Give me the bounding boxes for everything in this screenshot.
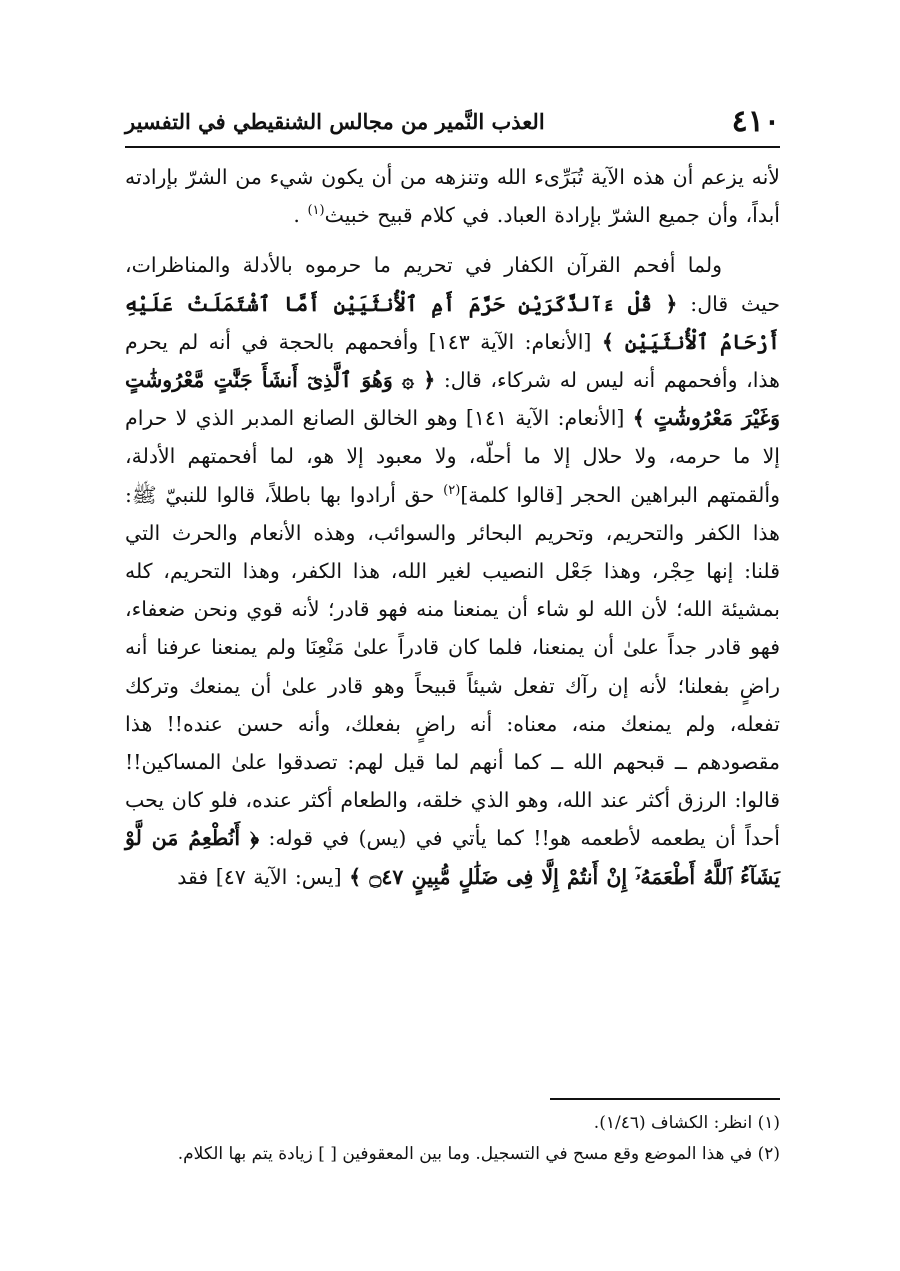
quran-verse-2: ﴿ ۞ وَهُوَ ٱلَّذِىٓ أَنشَأَ جَنَّٰتٍ مَّعْرُوشَٰتٍ وَغَيْرَ مَعْرُوشَٰتٍ ﴾ xyxy=(125,368,781,431)
footnote-2: (٢) في هذا الموضع وقع مسح في التسجيل. وما بين المعقوفين [ ] زيادة يتم بها الكلام. xyxy=(177,1144,780,1164)
paragraph-1 xyxy=(125,158,780,234)
paragraph-2-text-4: حق أرادوا بها باطلاً، قالوا للنبيّ ﷺ: هذا الكفر والتحريم، وتحريم البحائر والسوائب، وهذه الأنعام والحرث التي قلنا: إنها حِجْر، وهذا جَعْل النصيب لغير الله، هذا الكفر، وهذا التحريم، كله بمشيئة الله؛ لأن الله لو شاء أن يمنعنا منه فهو قادر؛ لأنه قوي ونحن ضعفاء، فهو قادر جداً علىٰ أن يمنعنا، فلما كان قادراً علىٰ مَنْعِنَا ولم يمنعنا عرفنا أنه راضٍ بفعلنا؛ لأنه إن رآك تفعل شيئاً قبيحاً وهو قادر علىٰ أن يمنعك وتركك تفعله، ولم يمنعك منه، معناه: أنه راضٍ بفعلك، وأنه حسن عنده!! هذا مقصودهم ــ قبحهم الله ــ كما أنهم لما قيل لهم: تصدقوا علىٰ المساكين!! قالوا: الرزق أكثر عند الله، وهو الذي خلقه، والطعام أكثر عنده، فلو كان يحب أحداً أن يطعمه لأطعمه هو!! كما يأتي في (يس) في قوله: xyxy=(125,482,780,851)
paragraph-2 xyxy=(125,246,780,895)
footnote-divider xyxy=(550,1098,780,1100)
footnote-ref-1: (١) xyxy=(307,203,325,219)
paragraph-2-text-2: [الأنعام: الآية ١٤٣] وأفحمهم بالحجة في أنه لم يحرم هذا، وأفحمهم أنه ليس له شركاء، قال: xyxy=(125,329,780,393)
quran-verse-1: ﴿ قُلْ ءَآلذَّكَرَيْنِ حَرَّمَ أَمِ ٱلْأُنثَيَيْنِ أَمَّا ٱشْتَمَلَتْ عَلَيْهِ أَرْحَامُ ٱلْأُنثَيَيْنِ ﴾ xyxy=(125,291,781,354)
paragraph-1-end: . xyxy=(293,203,308,228)
main-text xyxy=(125,158,780,896)
footnotes xyxy=(125,1098,780,1170)
footnote-ref-2: (٢) xyxy=(443,482,461,498)
page-header xyxy=(125,96,780,148)
paragraph-2-text-1: ولما أفحم القرآن الكفار في تحريم ما حرموه بالأدلة والمناظرات، حيث قال: xyxy=(125,253,780,316)
footnote-1: (١) انظر: الكشاف (١/٤٦). xyxy=(593,1113,780,1133)
running-title: العذب النَّمير من مجالس الشنقيطي في التفسير xyxy=(125,109,545,134)
page-number: ٤١٠ xyxy=(731,104,780,139)
paragraph-2-text-3: [الأنعام: الآية ١٤١] وهو الخالق الصانع المدبر الذي لا حرام إلا ما حرمه، ولا حلال إلا ما أحلّه، ولا معبود إلا هو، لما أفحمتهم الأدلة، وألقمتهم البراهين الحجر [قالوا كلمة] xyxy=(125,406,780,507)
paragraph-2-text-5: [يس: الآية ٤٧] فقد xyxy=(177,864,350,889)
paragraph-1-text: لأنه يزعم أن هذه الآية تُبَرِّىء الله وتنزهه من أن يكون شيء من الشرّ بإرادته أبداً، وأن جميع الشرّ بإرادة العباد. في كلام قبيح خبيث xyxy=(125,165,780,228)
quran-verse-3: ﴿ أَنُطْعِمُ مَن لَّوْ يَشَآءُ ٱللَّهُ أَطْعَمَهُۥٓ إِنْ أَنتُمْ إِلَّا فِى ضَلَٰلٍ مُّبِينٍ ۝٤٧ ﴾ xyxy=(125,826,780,889)
